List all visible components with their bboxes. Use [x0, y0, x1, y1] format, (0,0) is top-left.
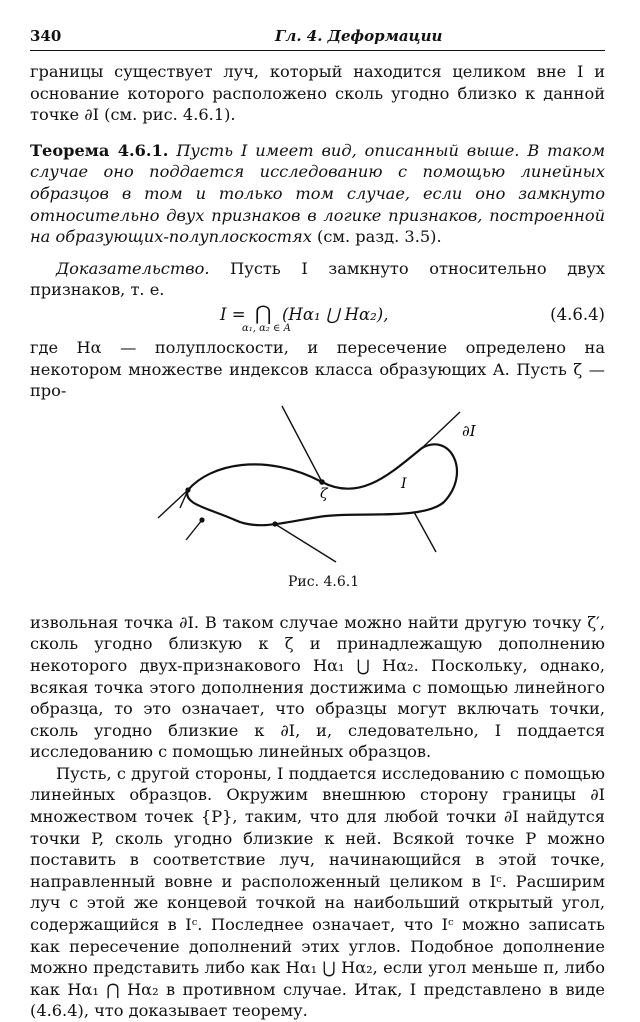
point-zeta-dot: [319, 479, 325, 485]
paragraph-after-figure: извольная точка ∂I. В таком случае можно найти другую точку ζ′, сколь угодно близкую к ζ и принадлежащую дополнению некоторого двух-признакового Hα₁ ⋃ Hα₂. Поскольку, однако, всякая точка этого дополнения достижима с помощью линейного образца, то это означает, что образцы могут включать точки, сколь угодно близкие к ∂I, и, следовательно, I поддается исследованию с помощью линейных образцов.: [30, 612, 605, 762]
page-number: 340: [30, 27, 62, 45]
point-dot-4: [272, 521, 277, 526]
ray-5: [275, 524, 336, 562]
label-boundary: ∂I: [462, 421, 476, 440]
paragraph-last: Пусть, с другой стороны, I поддается исследованию с помощью линейных образцов. Окружим внешнюю сторону границы ∂I множеством точек {P}, таким, что для любой точки ∂I найдутся точки P, сколь угодно близкие к ней. Всякой точке P можно поставить в соответствие луч, начинающийся в этой точке, направленный вовне и расположенный целиком в Iᶜ. Расширим луч с этой же концевой точкой на наибольший открытый угол, содержащийся в Iᶜ. Последнее означает, что Iᶜ можно записать как пересечение дополнений этих углов. Подобное дополнение можно представить либо как Hα₁ ⋃ Hα₂, если угол меньше π, либо как Hα₁ ⋂ Hα₂ в противном случае. Итак, I представлено в виде (4.6.4), что доказывает теорему.: [30, 763, 605, 1021]
theorem-ref: (см. разд. 3.5).: [317, 227, 442, 247]
ray-4: [186, 520, 202, 540]
ray-1: [282, 406, 322, 482]
equation-operator: ⋂: [255, 300, 272, 325]
figure-caption: Рис. 4.6.1: [288, 573, 360, 590]
proof-text: Пусть I замкнуто относительно двух признаков, т. е.: [30, 258, 605, 300]
proof-intro: [30, 258, 605, 301]
label-region: I: [401, 475, 407, 492]
ray-3: [158, 490, 188, 518]
equation-subscript: α₁, α₂ ∈ A: [242, 322, 291, 334]
page-header: [30, 24, 605, 51]
theorem-label: Теорема 4.6.1.: [30, 140, 169, 160]
paragraph-where: где Hα — полуплоскости, и пересечение определено на некотором множестве индексов класса образующих A. Пусть ζ — про-: [30, 337, 605, 401]
book-page: [30, 24, 605, 1022]
proof-label: Доказательство.: [56, 258, 210, 278]
equation-rhs: (Hα₁ ⋃ Hα₂),: [282, 304, 389, 324]
equation-lhs: I =: [220, 304, 246, 324]
ray-2: [180, 490, 188, 508]
equation-4-6-4: [30, 301, 605, 337]
ray-7: [414, 512, 436, 552]
theorem-text: Пусть I имеет вид, описанный выше. В таком случае оно поддается исследованию с помощью линейных образцов в том и только том случае, если оно замкнуто относительно двух признаков в логике признаков, построенной на образующих-полуплоскостях: [30, 140, 605, 247]
theorem-block: [30, 140, 605, 248]
paragraph-top: границы существует луч, который находится целиком вне I и основание которого расположено сколь угодно близко к данной точке ∂I (см. рис. 4.6.1).: [30, 62, 605, 125]
point-dot-3: [185, 487, 190, 492]
figure-4-6-1: [30, 402, 605, 612]
figure-drawing: [30, 402, 605, 602]
label-zeta: ζ: [320, 485, 328, 502]
equation-number: (4.6.4): [550, 304, 605, 324]
ray-6: [422, 412, 460, 448]
running-head: Гл. 4. Деформации: [275, 27, 443, 45]
point-dot-2: [199, 517, 204, 522]
